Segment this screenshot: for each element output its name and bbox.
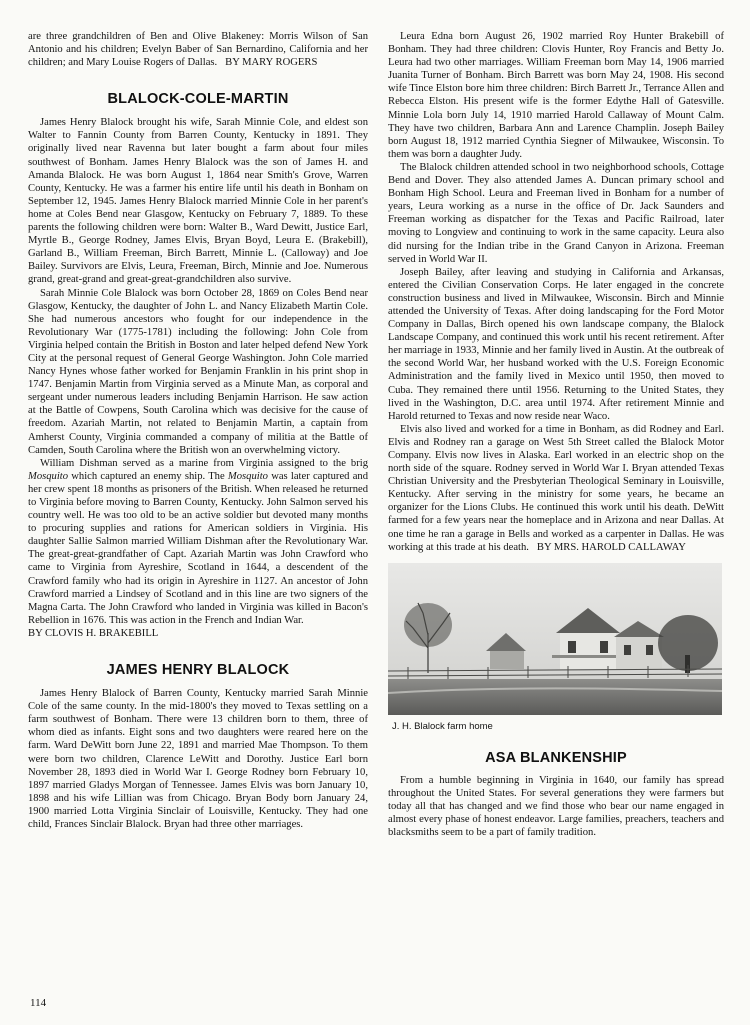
right-column — [388, 30, 724, 839]
intro-paragraph — [28, 30, 368, 69]
intro-byline: BY MARY ROGERS — [225, 57, 318, 69]
left-column — [28, 30, 368, 831]
photo-caption: J. H. Blalock farm home — [392, 720, 493, 732]
farm-home-photo — [388, 563, 722, 715]
james-henry-blalock-byline: BY MRS. HAROLD CALLAWAY — [536, 541, 686, 553]
heading-james-henry-blalock: JAMES HENRY BLALOCK — [106, 662, 290, 679]
paragraph-5-text: Elvis also lived and worked for a time in Bonham, as did Rodney and Earl. Elvis and Rodney ran a garage on West 5th Street called the Blalock Motor Company. Elvis now lives in Alaska. Earl worked in an electric shop on the north side of the square. Rodney served in World War I. Bryan attended Texas Christian University and the Presbyterian Theological Seminary in Louisville, Kentucky. After serving in the ministry for some years, he became an organizer for the Lions Clubs. He continued this work until his death. DeWitt farmed for a few years near the homeplace and in Arizona and near Dallas. At one time he ran a garage in Bells and worked as a carpenter in Dallas. He was working at this trade at his death. — [388, 423, 724, 553]
james-henry-blalock-paragraph-2: Leura Edna born August 26, 1902 married Roy Hunter Brakebill of Bonham. They had three children: Clovis Hunter, Roy Francis and Betty Jo. Leura had two other marriages. William Freeman born May 14, 1906 married Juanita Turner of Bonham. Birch Barrett was born May 24, 1908. His second wife Tince Elston bore him three children: Birch Barrett Jr., Terrance Allen and Rebecca Elston. His present wife is the former Edythe Hall of Gatesville. Minnie Lola born July 14, 1910 married Harold Callaway of Mount Calm. They have two children, Barbara Ann and Larence Champlin. Joseph Bailey born August 18, 1912 married Cynthia Siegner of Milwaukee, Wisconsin. To them was born a daughter Judy. — [388, 31, 724, 160]
intro-text: are three grandchildren of Ben and Olive Blakeney: Morris Wilson of San Antonio and his children; Evelyn Baber of San Bernardino, California and her children; and Mary Louise Rogers of Dallas. — [28, 31, 368, 69]
blalock-cole-martin-paragraph-2: Sarah Minnie Cole Blalock was born October 28, 1869 on Coles Bend near Glasgow, Kentucky, the daughter of John L. and Nancy Elizabeth Martin Cole. She had numerous ancestors who fought for our independence in the Revolutionary War (1775-1781) including the following: John Cole from Virginia helped contain the British in Boston and later helped defend New York City at the personal request of General George Washington. John Cole married Nancy Hynes whose father worked for Benjamin Franklin in his print shop in 1747. Benjamin Martin from Virginia served as a Minute Man, as corporal and sergeant under numerous leaders including Benjamin Harrison. He saw action at the Battle of Cowpens, South Carolina which was decisive for the cause of freedom. Azariah Martin, not related to Benjamin Martin, a captain from Amherst County, Virginia commanded a company of militia at the Battle of Camden, South Carolina where the British won an overwhelming victory. — [28, 287, 368, 456]
paragraph-3-text-b: which captured an enemy ship. The — [68, 470, 228, 482]
asa-blankenship-paragraph-1: From a humble beginning in Virginia in 1640, our family has spread throughout the United States. For several generations they were farmers but today all that has changed and we find those who bear our name engaged in almost every phase of honest endeavor. Large families, preachers, teachers and blacksmiths seem to be a part of family tradition. — [388, 774, 724, 839]
james-henry-blalock-paragraph-4: Joseph Bailey, after leaving and studying in California and Arkansas, entered the Civilian Conservation Corps. He later engaged in the concrete construction business and lived in Milwaukee, Wisconsin. Birch and Minnie attended the University of Texas. After doing landscaping for the Ford Motor Company in Dallas, Birch opened his own landscape company, the Blalock Landscape Company, and continued this work until his recent retirement. After her marriage in 1933, Minnie and her family lived in Austin. At the outbreak of the second World War, her husband worked with the U.S. Foreign Economic Administration and the family lived in Mexico until 1950, then moved to Cuba. They remained there until 1956. Returning to the United States, they lived in the Washington, D.C. area until 1974. After retirement Minnie and Harold returned to Texas and now reside near Waco. — [388, 266, 724, 422]
blalock-cole-martin-paragraph-1: James Henry Blalock brought his wife, Sarah Minnie Cole, and eldest son Walter to Fannin County from Barren County, Kentucky in 1891. They originally lived near Ravenna but later bought a farm about four miles southwest of Bonham. James Henry Blalock was the son of James H. and Amanda Blalock. He was born August 1, 1864 near Smith's Grove, Warren County, Kentucky. He was a farmer his entire life until his death in Bonham on September 12, 1945. James Henry Blalock married Minnie Cole in her parent's home at Coles Bend near Glasgow, Kentucky on February 7, 1889. To these parents the following children were born: Walter B., Ward Dewitt, Justice Earl, Myrtle B., George Rodney, James Elvis, Bryan Boyd, Leura E. (Brakebill), Garland B., William Freeman, Birch Barrett, Minnie L. (Calloway) and Joe Bailey. Survivors are Elvis, Leura, Freeman, Birch, Minnie and Joe. Numerous grand, great-grand and great-great-grandchildren also survive. — [28, 117, 368, 286]
james-henry-blalock-paragraph-5 — [388, 423, 724, 554]
james-henry-blalock-paragraph-3: The Blalock children attended school in two neighborhood schools, Cottage Bend and Dover. They also attended James A. Duncan primary school and Bonham High School. Leura and Freeman lived in Bonham for a number of years, Leura working as a nurse in the office of Dr. Jack Saunders and Freeman working as dispatcher for the Texas and Pacific Railroad, later moving to Longview and continuing to work in the same capacity. Leura also did nursing for the Indian tribe in the Grand Canyon in Arizona. Freeman served in World War II. — [388, 161, 724, 265]
blalock-cole-martin-byline: BY CLOVIS H. BRAKEBILL — [28, 627, 159, 639]
blalock-cole-martin-paragraph-3 — [28, 457, 368, 627]
ship-name-mosquito-2: Mosquito — [227, 470, 268, 482]
james-henry-blalock-paragraph-1: James Henry Blalock of Barren County, Kentucky married Sarah Minnie Cole of the same county. In the mid-1800's they moved to Texas settling on a farm southwest of Bonham. There were 13 children born to them, three of whom died as infants. Eight sons and two daughters were reared here on the farm. Ward DeWitt born June 22, 1891 and married Mae Thompson. To them were born two children, Clarence LeWitt and Dorothy. Justice Earl born November 28, 1893 died in World War I. George Rodney born February 10, 1897 married Gladys Morgan of Tennessee. James Elvis was born January 10, 1898 and his wife Lillian was from Chicago. Bryan Body born January 24, 1900 married Lotta Virginia Sinclair of Louisville, Kentucky. They had one child, Frances Sinclair Blalock. Bryan had three other marriages. — [28, 688, 368, 830]
heading-asa-blankenship: ASA BLANKENSHIP — [485, 749, 627, 766]
paragraph-3-text-a: William Dishman served as a marine from Virginia assigned to the brig — [40, 457, 368, 469]
heading-blalock-cole-martin: BLALOCK-COLE-MARTIN — [107, 91, 289, 108]
paragraph-3-text-c: was later captured and her crew spent 18 months as prisoners of the British. When released he returned to Virginia before moving to Barren County, Kentucky. John Salmon served his country well. He was too old to be an active soldier but devoted many months to procuring supplies and rations for American soldiers in Virginia. His daughter Sallie Salmon married William Dishman after the Revolutionary War. The great-great-grandfather of Capt. Azariah Martin was John Crawford who came to Virginia from Ayreshire, Scotland in 1644, a descendent of the Crawford family who had its origin in Ayreshire in 1127. An ancestor of John Crawford married a Lindsey of Scotland and in this line are two signers of the Magna Carta. The John Crawford who landed in Virginia was killed in Bacon's Rebellion in 1676. This was action in the French and Indian War. — [28, 470, 368, 626]
ship-name-mosquito: Mosquito — [28, 470, 69, 482]
page-number: 114 — [30, 997, 47, 1009]
